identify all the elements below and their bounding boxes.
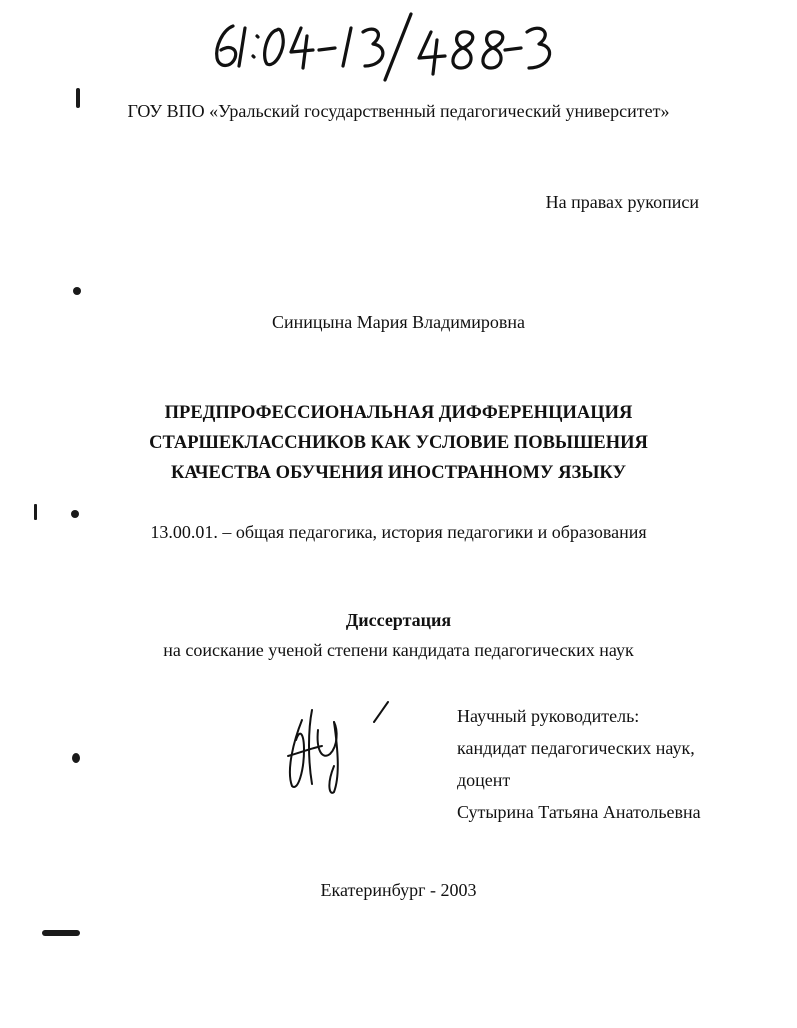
title-line-2: СТАРШЕКЛАССНИКОВ КАК УСЛОВИЕ ПОВЫШЕНИЯ	[149, 433, 648, 453]
supervisor-name: Сутырина Татьяна Анатольевна	[457, 802, 701, 822]
scan-mark	[73, 287, 81, 295]
manuscript-rights-note: На правах рукописи	[545, 192, 699, 212]
supervisor-rank: доцент	[457, 770, 511, 790]
signature-drawing	[278, 700, 390, 800]
degree-sought: на соискание ученой степени кандидата педагогических наук	[163, 640, 634, 660]
archive-code-handwriting	[205, 6, 565, 84]
scan-mark	[34, 504, 37, 520]
scan-mark	[71, 510, 79, 518]
handwritten-archive-code	[205, 6, 565, 84]
document-type: Диссертация	[345, 610, 452, 630]
supervisor-degree: кандидат педагогических наук,	[457, 738, 695, 758]
author-name: Синицына Мария Владимировна	[271, 312, 526, 332]
scan-mark	[72, 753, 80, 763]
city-and-year: Екатеринбург - 2003	[320, 880, 477, 900]
supervisor-label: Научный руководитель:	[457, 706, 640, 726]
specialty-code: 13.00.01. – общая педагогика, история педагогики и образования	[150, 522, 647, 542]
signature	[278, 700, 390, 800]
institution-name: ГОУ ВПО «Уральский государственный педагогический университет»	[127, 101, 670, 121]
title-line-1: ПРЕДПРОФЕССИОНАЛЬНАЯ ДИФФЕРЕНЦИАЦИЯ	[164, 403, 633, 423]
supervisor-block	[457, 700, 701, 828]
dissertation-title	[0, 398, 797, 488]
scan-mark	[76, 88, 80, 108]
scan-mark	[42, 930, 80, 936]
title-line-3: КАЧЕСТВА ОБУЧЕНИЯ ИНОСТРАННОМУ ЯЗЫКУ	[170, 463, 627, 483]
